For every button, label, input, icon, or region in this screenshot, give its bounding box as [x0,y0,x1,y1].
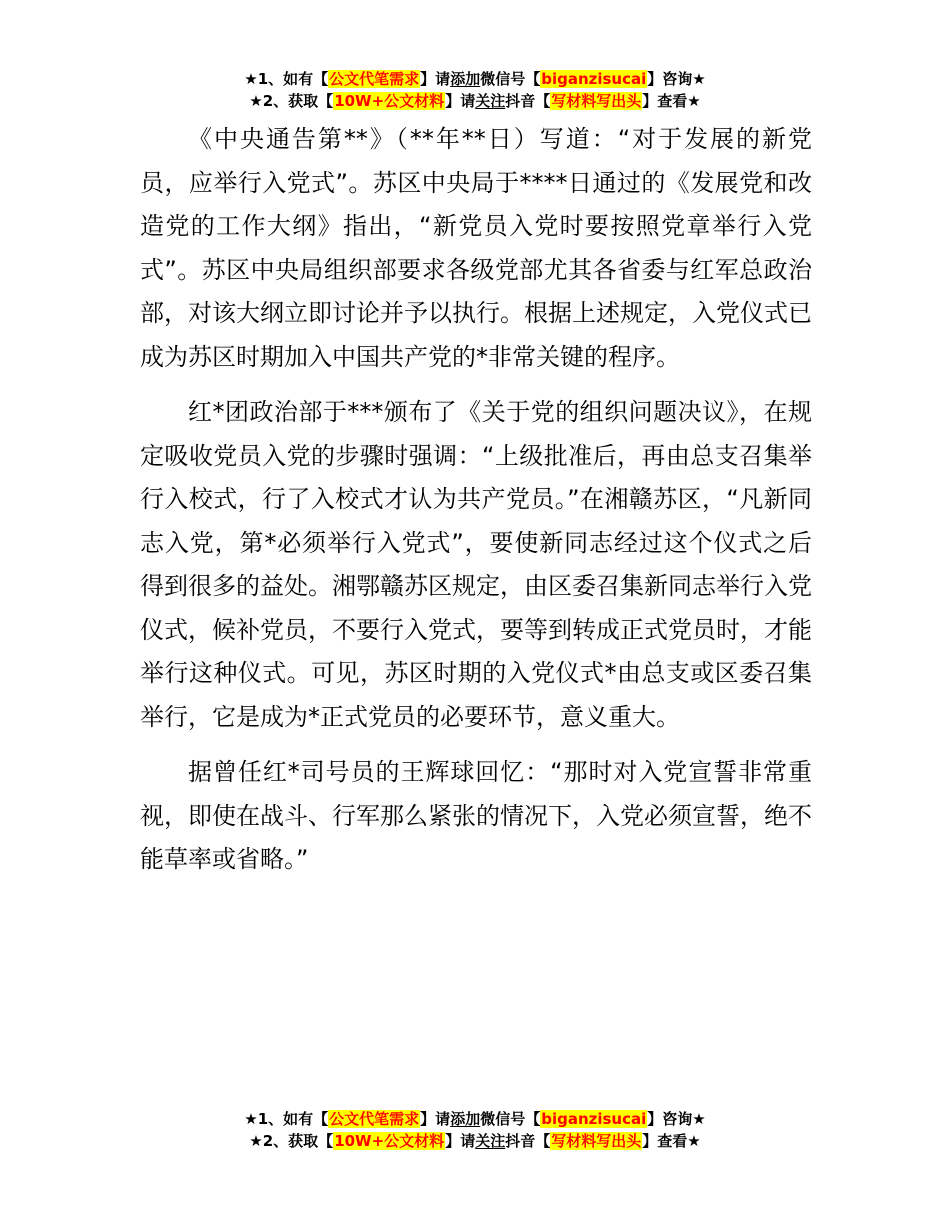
banner-line-1 [0,1108,950,1130]
banner-text: 】请 [420,70,451,88]
document-body [140,118,812,894]
header-banner [0,68,950,112]
highlight-wechat-id: biganzisucai [541,1110,647,1128]
highlight-ghostwriting: 公文代笔需求 [329,70,420,88]
banner-text: 】咨询★ [647,1110,706,1128]
banner-text: 微信号【 [480,70,541,88]
banner-line-1 [0,68,950,90]
banner-text: 抖音【 [505,1132,551,1150]
highlight-ghostwriting: 公文代笔需求 [329,1110,420,1128]
banner-text: 】查看★ [642,1132,701,1150]
paragraph-2: 红*团政治部于***颁布了《关于党的组织问题决议》，在规定吸收党员入党的步骤时强调：“上级批准后，再由总支召集举行入校式，行了入校式才认为共产党员。”在湘赣苏区，“凡新同志入党，第*必须举行入党式”，要使新同志经过这个仪式之后得到很多的益处。湘鄂赣苏区规定，由区委召集新同志举行入党仪式，候补党员，不要行入党式，要等到转成正式党员时，才能举行这种仪式。可见，苏区时期的入党仪式*由总支或区委召集举行，它是成为*正式党员的必要环节，意义重大。 [140,398,812,731]
banner-text: 抖音【 [505,92,551,110]
banner-text: ★2、获取【 [249,1132,334,1150]
paragraph-3: 据曾任红*司号员的王辉球回忆：“那时对入党宣誓非常重视，即使在战斗、行军那么紧张的情况下，入党必须宣誓，绝不能草率或省略。” [140,758,812,873]
highlight-douyin-account: 写材料写出头 [551,92,642,110]
paragraph-1: 《中央通告第**》（**年**日）写道：“对于发展的新党员，应举行入党式”。苏区中央局于****日通过的《发展党和改造党的工作大纲》指出，“新党员入党时要按照党章举行入党式”。苏区中央局组织部要求各级党部尤其各省委与红军总政治部，对该大纲立即讨论并予以执行。根据上述规定，入党仪式已成为苏区时期加入中国共产党的*非常关键的程序。 [140,125,812,371]
banner-line-2 [0,90,950,112]
banner-text: 】请 [445,92,476,110]
underlined-text: 关注 [475,1132,506,1150]
banner-text: 】请 [420,1110,451,1128]
banner-text: ★2、获取【 [249,92,334,110]
banner-line-2 [0,1130,950,1152]
banner-text: 】咨询★ [647,70,706,88]
underlined-text: 添加 [450,1110,481,1128]
banner-text: 微信号【 [480,1110,541,1128]
highlight-douyin-account: 写材料写出头 [551,1132,642,1150]
banner-text: 】查看★ [642,92,701,110]
banner-text: 】请 [445,1132,476,1150]
highlight-wechat-id: biganzisucai [541,70,647,88]
highlight-materials: 10W+公文材料 [334,1132,445,1150]
underlined-text: 添加 [450,70,481,88]
footer-banner [0,1108,950,1152]
highlight-materials: 10W+公文材料 [334,92,445,110]
banner-text: ★1、如有【 [244,1110,329,1128]
banner-text: ★1、如有【 [244,70,329,88]
underlined-text: 关注 [475,92,506,110]
